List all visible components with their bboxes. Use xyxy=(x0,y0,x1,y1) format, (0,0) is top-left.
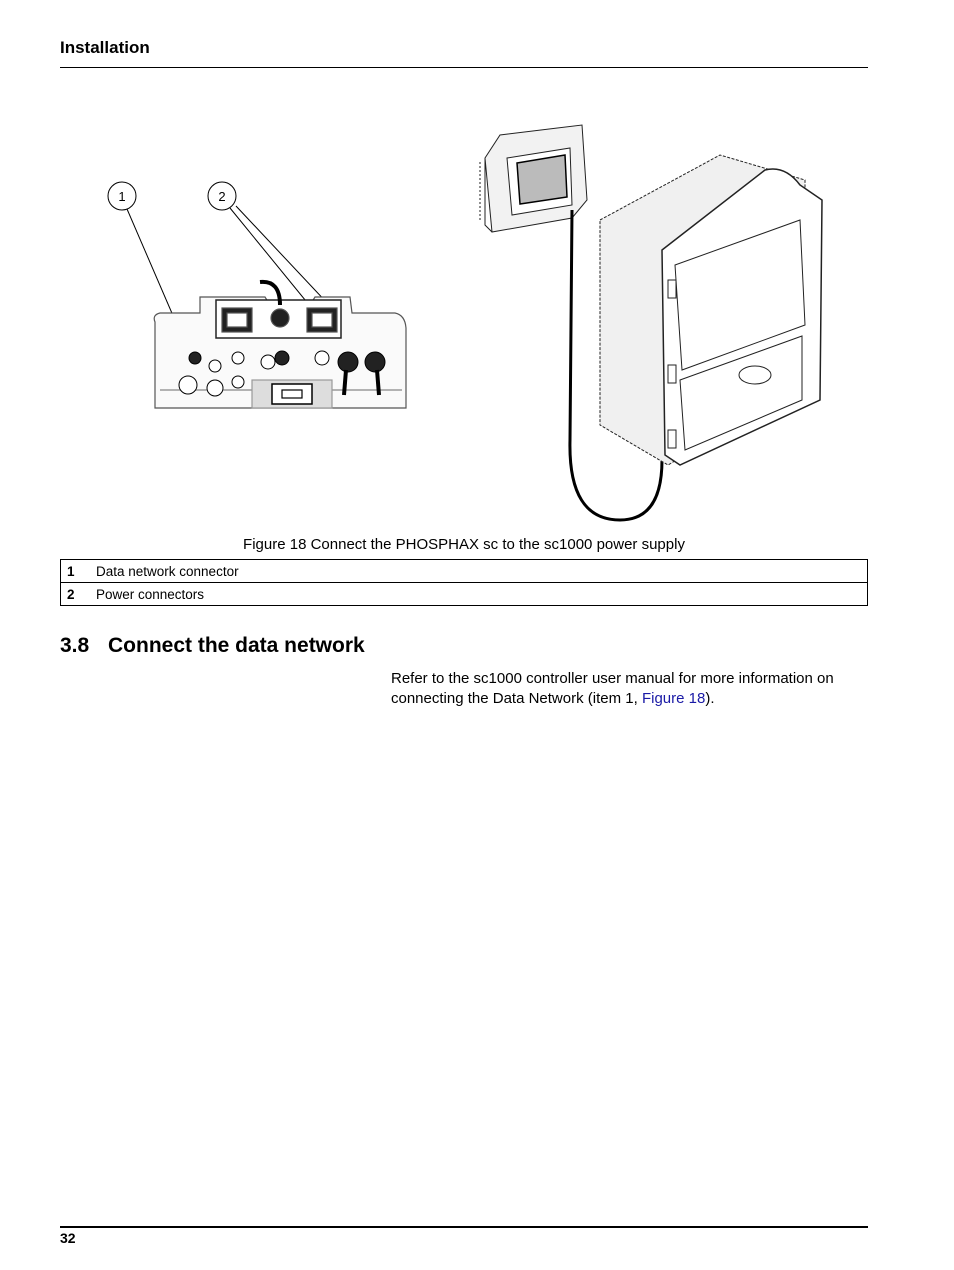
legend-number: 1 xyxy=(61,560,90,583)
figure-18-illustration xyxy=(60,100,868,530)
figure-caption: Figure 18 Connect the PHOSPHAX sc to the sc1000 power supply xyxy=(243,536,685,553)
legend-row xyxy=(61,560,868,583)
figure-legend-table xyxy=(60,559,868,606)
section-body-paragraph xyxy=(391,669,871,708)
sc1000-power-supply-housing xyxy=(600,155,822,465)
callout-2-label: 2 xyxy=(218,189,226,204)
body-text-start: Refer to the sc1000 controller user manual for more information on connecting the Data Network (item 1, xyxy=(391,670,834,707)
callout-1-label: 1 xyxy=(118,189,126,204)
footer-rule xyxy=(60,1226,868,1228)
page-number: 32 xyxy=(60,1230,76,1246)
legend-number: 2 xyxy=(61,583,90,606)
body-text-end: ). xyxy=(705,689,715,707)
legend-text: Power connectors xyxy=(89,583,868,606)
data-network-connector xyxy=(189,352,201,364)
section-title: Connect the data network xyxy=(108,634,365,657)
section-number: 3.8 xyxy=(60,634,90,657)
page-header-title: Installation xyxy=(60,38,150,57)
header-rule xyxy=(60,67,868,68)
figure-18-link[interactable]: Figure 18 xyxy=(641,689,706,707)
section-heading xyxy=(60,634,365,658)
legend-row xyxy=(61,583,868,606)
legend-text: Data network connector xyxy=(89,560,868,583)
